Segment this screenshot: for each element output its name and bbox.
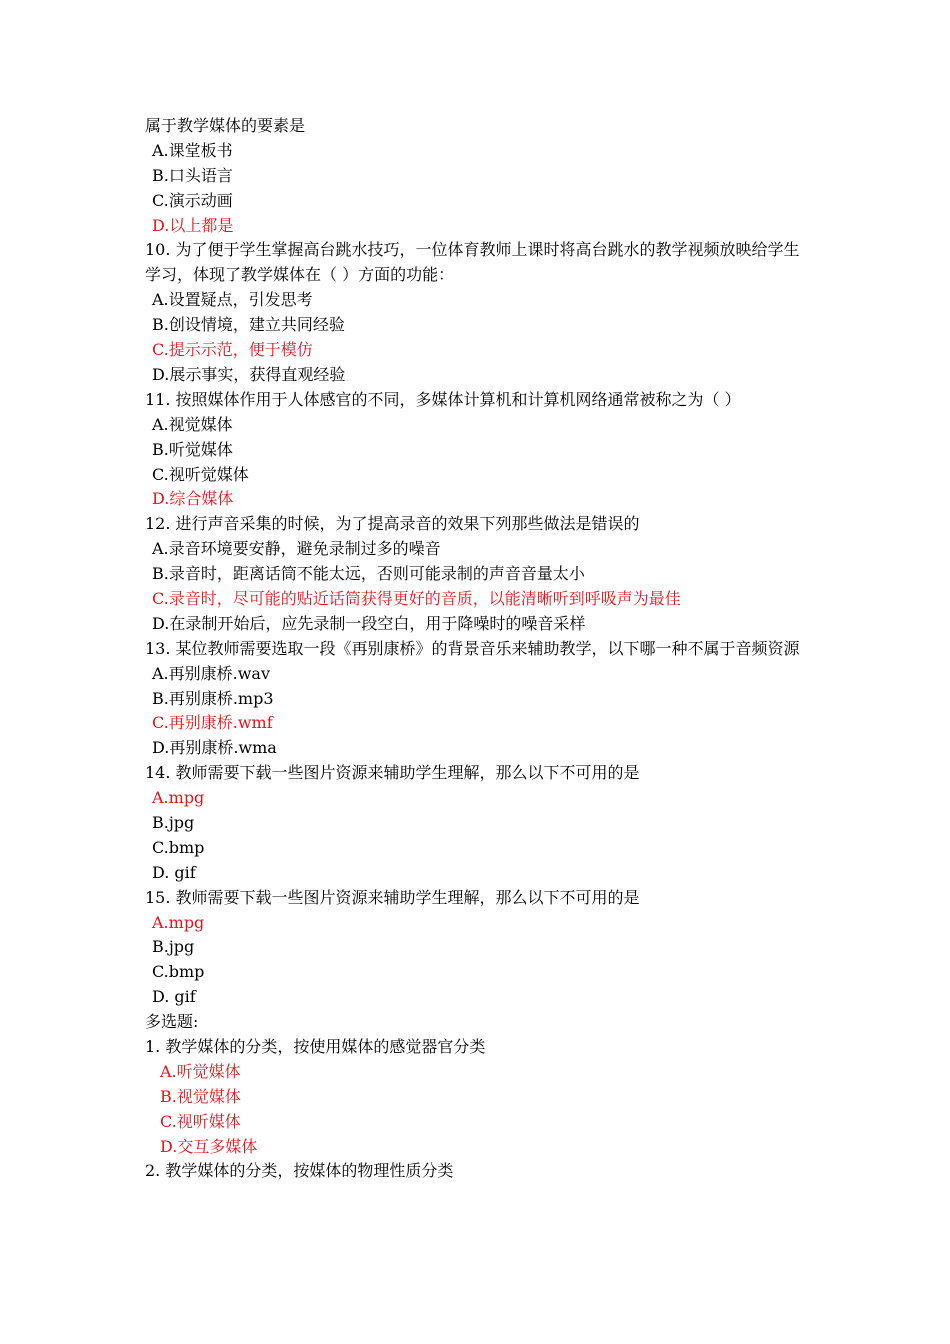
answer-option: C.再别康桥.wmf [152,713,273,733]
question-stem: 15. 教师需要下载一些图片资源来辅助学生理解，那么以下不可用的是 [145,887,640,907]
answer-option: A.mpg [152,912,205,932]
option-line: C.视听觉媒体 [152,464,249,484]
answer-option: A.听觉媒体 [160,1061,241,1081]
option-line: A.设置疑点，引发思考 [152,290,313,310]
answer-option: C.录音时，尽可能的贴近话筒获得更好的音质，以能清晰听到呼吸声为最佳 [152,588,681,608]
option-line: B.听觉媒体 [152,439,233,459]
option-line: B.jpg [152,812,195,832]
option-line: B.jpg [152,937,195,957]
option-line: D.展示事实，获得直观经验 [152,364,346,384]
answer-option: C.提示示范，便于模仿 [152,340,313,360]
question-stem: 多选题: [145,1012,199,1032]
option-line: D.在录制开始后，应先录制一段空白，用于降噪时的噪音采样 [152,613,586,633]
option-line: C.bmp [152,962,205,982]
question-stem: 属于教学媒体的要素是 [145,116,306,135]
option-line: B.创设情境，建立共同经验 [152,315,345,335]
option-line: B.录音时，距离话筒不能太远，否则可能录制的声音音量太小 [152,564,585,584]
option-line: B.再别康桥.mp3 [152,688,274,708]
option-line: A.课堂板书 [152,140,233,160]
option-line: C.演示动画 [152,190,233,210]
option-line: A.录音环境要安静，避免录制过多的噪音 [152,539,441,559]
option-line: D. gif [152,862,196,882]
answer-option: D.以上都是 [152,215,234,235]
option-line: D. gif [152,987,196,1007]
answer-option: D.综合媒体 [152,489,234,509]
answer-option: D.交互多媒体 [160,1136,258,1156]
option-line: D.再别康桥.wma [152,738,277,758]
question-stem: 10. 为了便于学生掌握高台跳水技巧，一位体育教师上课时将高台跳水的教学视频放映给学生学习，体现了教学媒体在（ ）方面的功能： [145,240,800,285]
question-stem: 11. 按照媒体作用于人体感官的不同，多媒体计算机和计算机网络通常被称之为（ ） [145,389,741,409]
option-line: C.bmp [152,837,205,857]
answer-option: C.视听媒体 [160,1111,241,1131]
question-list [145,114,815,1184]
question-stem: 12. 进行声音采集的时候，为了提高录音的效果下列那些做法是错误的 [145,514,640,534]
answer-option: B.视觉媒体 [160,1086,241,1106]
question-stem: 1. 教学媒体的分类，按使用媒体的感觉器官分类 [145,1037,486,1056]
question-stem: 14. 教师需要下载一些图片资源来辅助学生理解，那么以下不可用的是 [145,763,640,783]
answer-option: A.mpg [152,788,205,808]
option-line: B.口头语言 [152,165,233,185]
question-stem: 13. 某位教师需要选取一段《再别康桥》的背景音乐来辅助教学，以下哪一种不属于音频资源 [145,638,800,658]
question-stem: 2. 教学媒体的分类，按媒体的物理性质分类 [145,1161,454,1181]
option-line: A.视觉媒体 [152,414,233,434]
option-line: A.再别康桥.wav [152,663,271,683]
